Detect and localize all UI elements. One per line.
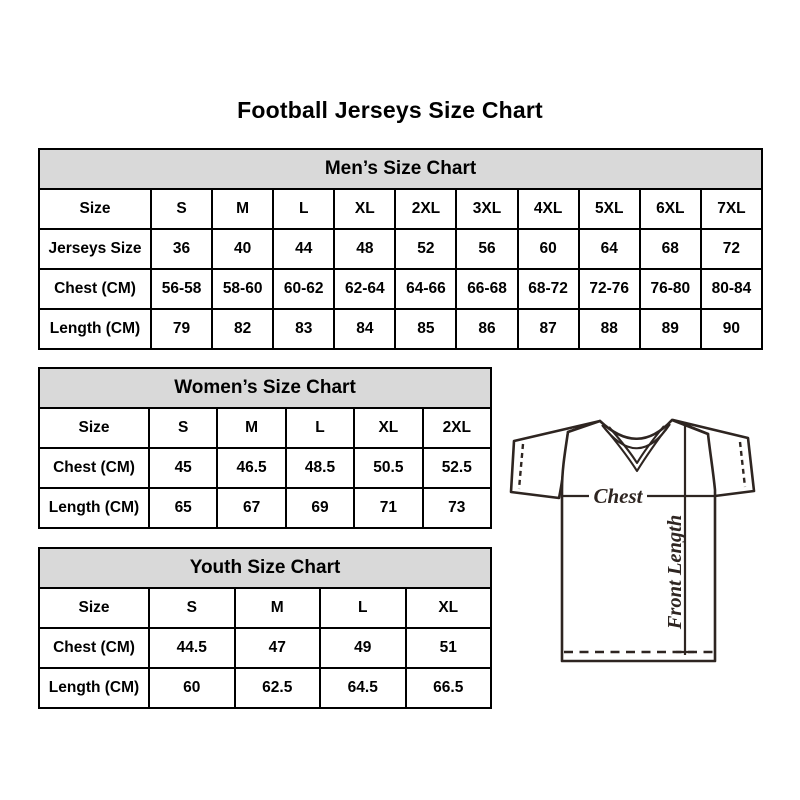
womens-value-cell: 65 [149, 488, 217, 528]
youth-value-cell: 60 [149, 668, 235, 708]
mens-value-cell: 56 [456, 229, 517, 269]
youth-table-row [39, 588, 491, 628]
womens-table-row [39, 448, 491, 488]
mens-table-row [39, 269, 762, 309]
mens-value-cell: 44 [273, 229, 334, 269]
womens-value-cell: 69 [286, 488, 354, 528]
youth-size-table [38, 547, 492, 709]
womens-value-cell: 52.5 [423, 448, 491, 488]
womens-value-cell: 71 [354, 488, 422, 528]
mens-table-row [39, 229, 762, 269]
womens-value-cell: L [286, 408, 354, 448]
mens-value-cell: 64-66 [395, 269, 456, 309]
mens-value-cell: 80-84 [701, 269, 762, 309]
page-title: Football Jerseys Size Chart [237, 97, 543, 123]
youth-row-label: Length (CM) [39, 668, 149, 708]
mens-value-cell: 40 [212, 229, 273, 269]
front-length-label: Front Length [664, 514, 686, 630]
mens-row-label: Size [39, 189, 151, 229]
youth-value-cell: 51 [406, 628, 492, 668]
mens-value-cell: 52 [395, 229, 456, 269]
mens-row-label: Jerseys Size [39, 229, 151, 269]
womens-value-cell: 48.5 [286, 448, 354, 488]
womens-value-cell: S [149, 408, 217, 448]
mens-value-cell: 72 [701, 229, 762, 269]
womens-row-label: Length (CM) [39, 488, 149, 528]
mens-value-cell: 7XL [701, 189, 762, 229]
mens-value-cell: 2XL [395, 189, 456, 229]
mens-value-cell: 72-76 [579, 269, 640, 309]
mens-row-label: Length (CM) [39, 309, 151, 349]
womens-size-table [38, 367, 492, 529]
youth-value-cell: M [235, 588, 321, 628]
youth-value-cell: 64.5 [320, 668, 406, 708]
mens-value-cell: M [212, 189, 273, 229]
mens-value-cell: 62-64 [334, 269, 395, 309]
mens-value-cell: 60-62 [273, 269, 334, 309]
youth-value-cell: 49 [320, 628, 406, 668]
mens-table-title: Men’s Size Chart [39, 149, 762, 189]
mens-value-cell: 85 [395, 309, 456, 349]
mens-value-cell: L [273, 189, 334, 229]
mens-table-row [39, 309, 762, 349]
jersey-body [562, 420, 715, 661]
mens-value-cell: 66-68 [456, 269, 517, 309]
womens-value-cell: XL [354, 408, 422, 448]
mens-value-cell: 88 [579, 309, 640, 349]
mens-value-cell: 84 [334, 309, 395, 349]
mens-value-cell: 68-72 [518, 269, 579, 309]
mens-value-cell: 82 [212, 309, 273, 349]
mens-value-cell: S [151, 189, 212, 229]
youth-value-cell: XL [406, 588, 492, 628]
youth-table-row [39, 628, 491, 668]
womens-value-cell: 73 [423, 488, 491, 528]
mens-value-cell: 58-60 [212, 269, 273, 309]
womens-value-cell: 45 [149, 448, 217, 488]
womens-table-title: Women’s Size Chart [39, 368, 491, 408]
youth-row-label: Size [39, 588, 149, 628]
mens-table-row [39, 189, 762, 229]
mens-value-cell: 56-58 [151, 269, 212, 309]
youth-table-row [39, 668, 491, 708]
mens-value-cell: 68 [640, 229, 701, 269]
mens-value-cell: 4XL [518, 189, 579, 229]
youth-value-cell: S [149, 588, 235, 628]
womens-value-cell: 46.5 [217, 448, 285, 488]
youth-table-title: Youth Size Chart [39, 548, 491, 588]
womens-value-cell: M [217, 408, 285, 448]
womens-value-cell: 50.5 [354, 448, 422, 488]
mens-value-cell: 48 [334, 229, 395, 269]
mens-value-cell: 64 [579, 229, 640, 269]
mens-value-cell: 86 [456, 309, 517, 349]
mens-value-cell: 60 [518, 229, 579, 269]
youth-row-label: Chest (CM) [39, 628, 149, 668]
mens-value-cell: 79 [151, 309, 212, 349]
womens-row-label: Chest (CM) [39, 448, 149, 488]
mens-value-cell: 36 [151, 229, 212, 269]
womens-table-row [39, 408, 491, 448]
womens-table-row [39, 488, 491, 528]
mens-value-cell: 3XL [456, 189, 517, 229]
mens-value-cell: 5XL [579, 189, 640, 229]
jersey-illustration [505, 412, 770, 670]
mens-value-cell: 76-80 [640, 269, 701, 309]
womens-value-cell: 67 [217, 488, 285, 528]
mens-value-cell: 6XL [640, 189, 701, 229]
youth-value-cell: 62.5 [235, 668, 321, 708]
mens-row-label: Chest (CM) [39, 269, 151, 309]
youth-value-cell: 66.5 [406, 668, 492, 708]
youth-value-cell: L [320, 588, 406, 628]
jersey-measurement-diagram [505, 412, 770, 670]
mens-value-cell: 87 [518, 309, 579, 349]
mens-value-cell: XL [334, 189, 395, 229]
mens-size-table [38, 148, 763, 350]
womens-row-label: Size [39, 408, 149, 448]
mens-value-cell: 90 [701, 309, 762, 349]
mens-value-cell: 89 [640, 309, 701, 349]
chest-label: Chest [593, 484, 643, 508]
womens-value-cell: 2XL [423, 408, 491, 448]
youth-value-cell: 47 [235, 628, 321, 668]
youth-value-cell: 44.5 [149, 628, 235, 668]
mens-value-cell: 83 [273, 309, 334, 349]
